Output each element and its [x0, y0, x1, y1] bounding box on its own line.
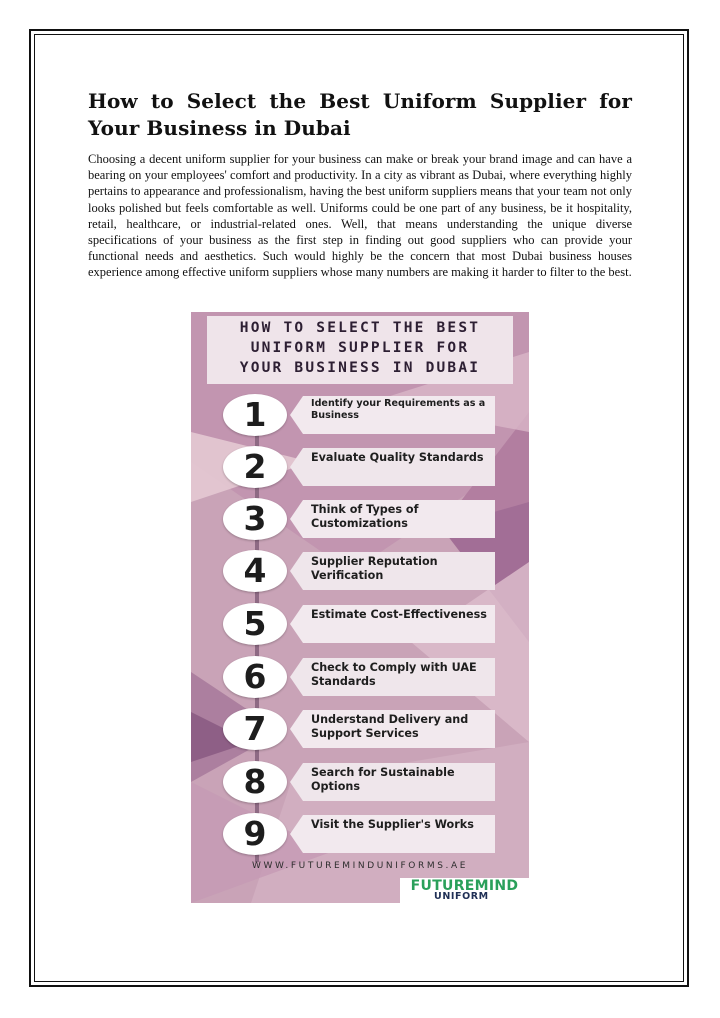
step-number: 5 [223, 603, 287, 645]
step-label: Estimate Cost-Effectiveness [311, 608, 487, 621]
step-9 [191, 813, 529, 857]
infographic-image [191, 312, 529, 903]
step-2 [191, 446, 529, 490]
intro-paragraph: Choosing a decent uniform supplier for your business can make or break your brand image and can have a bearing on your employees' comfort and productivity. In a city as vibrant as Dubai, where everything highly pertains to appearance and professionalism, having the best uniform suppliers means that your team not only looks polished but feels comfortable as well. Uniforms could be one part of any business, be it hospitality, retail, healthcare, or industrial-related ones. Well, that means understanding the unique diverse specifications of your business as the first step in finding out good suppliers who can provide your functional needs and aesthetics. Such would highly be the concern that most Dubai business houses experience among effective uniform suppliers whose many numbers are making it harder to filter to the best. [88, 152, 632, 280]
step-banner [303, 500, 495, 538]
step-8 [191, 761, 529, 805]
step-banner [303, 763, 495, 801]
website-url: WWW.FUTUREMINDUNIFORMS.AE [251, 861, 469, 871]
step-number: 3 [223, 498, 287, 540]
step-label: Identify your Requirements as a Business [311, 398, 486, 421]
step-banner [303, 396, 495, 434]
step-6 [191, 656, 529, 700]
step-1 [191, 394, 529, 438]
logo-wordmark-top: FUTUREMIND [410, 878, 519, 894]
step-number: 1 [223, 394, 287, 436]
brand-logo [400, 878, 529, 903]
step-banner [303, 552, 495, 590]
step-number: 7 [223, 708, 287, 750]
step-number: 4 [223, 550, 287, 592]
step-3 [191, 498, 529, 542]
step-label: Visit the Supplier's Works [311, 818, 474, 831]
document-title: How to Select the Best Uniform Supplier for Your Business in Dubai [88, 89, 632, 140]
step-number: 2 [223, 446, 287, 488]
step-banner [303, 605, 495, 643]
step-banner [303, 710, 495, 748]
step-7 [191, 708, 529, 752]
step-5 [191, 603, 529, 647]
step-label: Supplier Reputation Verification [311, 555, 438, 582]
step-banner [303, 815, 495, 853]
document-content [88, 88, 632, 281]
step-label: Think of Types of Customizations [311, 503, 419, 530]
step-number: 9 [223, 813, 287, 855]
step-label: Evaluate Quality Standards [311, 451, 484, 464]
step-4 [191, 550, 529, 594]
step-banner [303, 448, 495, 486]
step-number: 6 [223, 656, 287, 698]
infographic-title: HOW TO SELECT THE BEST UNIFORM SUPPLIER FOR YOUR BUSINESS IN DUBAI [239, 320, 481, 376]
step-label: Check to Comply with UAE Standards [311, 661, 477, 688]
step-label: Understand Delivery and Support Services [311, 713, 469, 740]
step-label: Search for Sustainable Options [311, 766, 455, 793]
logo-wordmark-bottom: UNIFORM [434, 891, 489, 902]
step-banner [303, 658, 495, 696]
step-number: 8 [223, 761, 287, 803]
